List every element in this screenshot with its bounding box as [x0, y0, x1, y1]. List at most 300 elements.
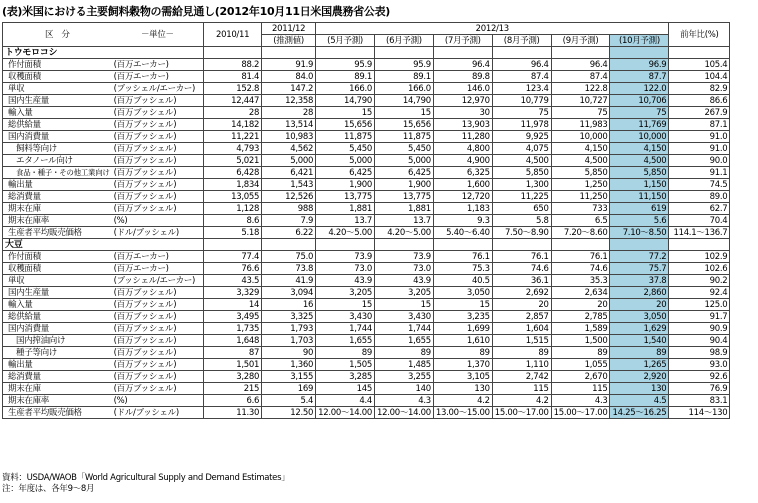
section-blank-cell [204, 47, 262, 59]
value-cell: 4,562 [262, 143, 316, 155]
value-cell: 146.0 [433, 83, 492, 95]
value-cell: 1,793 [262, 323, 316, 335]
value-cell: 11,250 [551, 191, 610, 203]
row-label: 輸入量 [3, 107, 112, 119]
value-cell: 1,610 [433, 335, 492, 347]
value-cell: 10,727 [551, 95, 610, 107]
row-unit: (百万ブッシェル) [112, 359, 204, 371]
row-unit: (百万ブッシェル) [112, 347, 204, 359]
table-row [3, 347, 730, 359]
value-cell: 15 [433, 299, 492, 311]
value-cell: 3,285 [316, 371, 375, 383]
value-cell: 4.3 [374, 395, 433, 407]
row-label: 単収 [3, 275, 112, 287]
value-cell: 62.7 [669, 203, 730, 215]
value-cell: 115 [551, 383, 610, 395]
value-cell: 12,526 [262, 191, 316, 203]
value-cell: 5,021 [204, 155, 262, 167]
value-cell: 12.50 [262, 407, 316, 419]
value-cell: 166.0 [316, 83, 375, 95]
value-cell: 4,900 [433, 155, 492, 167]
value-cell: 1,600 [433, 179, 492, 191]
value-cell: 115 [492, 383, 551, 395]
row-label: 作付面積 [3, 59, 112, 71]
value-cell: 1,655 [374, 335, 433, 347]
value-cell: 6.22 [262, 227, 316, 239]
table-row [3, 323, 730, 335]
value-cell: 41.9 [262, 275, 316, 287]
value-cell: 87.1 [669, 119, 730, 131]
row-label: 総供給量 [3, 311, 112, 323]
value-cell: 105.4 [669, 59, 730, 71]
row-label: 期末在庫 [3, 383, 112, 395]
value-cell: 73.9 [316, 251, 375, 263]
row-unit: (百万ブッシェル) [112, 107, 204, 119]
table-row [3, 167, 730, 179]
value-cell: 30 [433, 107, 492, 119]
value-cell: 1,881 [374, 203, 433, 215]
value-cell: 11,221 [204, 131, 262, 143]
value-cell: 96.4 [433, 59, 492, 71]
section-blank-cell [492, 47, 551, 59]
value-cell: 5,000 [316, 155, 375, 167]
value-cell: 145 [316, 383, 375, 395]
value-cell: 12.00～14.00 [374, 407, 433, 419]
value-cell: 12,720 [433, 191, 492, 203]
value-cell: 3,155 [262, 371, 316, 383]
table-row [3, 371, 730, 383]
value-cell: 6,325 [433, 167, 492, 179]
table-row [3, 383, 730, 395]
value-cell-highlight: 2,860 [610, 287, 669, 299]
value-cell: 104.4 [669, 71, 730, 83]
row-unit: (百万ブッシェル) [112, 299, 204, 311]
value-cell: 140 [374, 383, 433, 395]
value-cell: 1,500 [551, 335, 610, 347]
row-label: 輸出量 [3, 359, 112, 371]
value-cell: 6,425 [374, 167, 433, 179]
value-cell: 1,128 [204, 203, 262, 215]
value-cell: 1,834 [204, 179, 262, 191]
value-cell: 96.4 [551, 59, 610, 71]
value-cell-highlight: 4.5 [610, 395, 669, 407]
table-row [3, 263, 730, 275]
value-cell: 14,790 [374, 95, 433, 107]
value-cell: 89.1 [374, 71, 433, 83]
value-cell: 73.8 [262, 263, 316, 275]
value-cell: 6,425 [316, 167, 375, 179]
value-cell: 11,875 [316, 131, 375, 143]
header-2011: 2011/12 [262, 23, 316, 35]
value-cell: 5,000 [262, 155, 316, 167]
value-cell: 11,983 [551, 119, 610, 131]
value-cell: 13,775 [374, 191, 433, 203]
value-cell-highlight: 5,850 [610, 167, 669, 179]
value-cell: 20 [492, 299, 551, 311]
section-blank-cell [262, 47, 316, 59]
value-cell: 76.9 [669, 383, 730, 395]
table-row [3, 335, 730, 347]
value-cell-highlight: 7.10～8.50 [610, 227, 669, 239]
value-cell: 81.4 [204, 71, 262, 83]
value-cell: 96.4 [492, 59, 551, 71]
row-unit: (百万ブッシェル) [112, 287, 204, 299]
value-cell: 1,744 [374, 323, 433, 335]
value-cell: 16 [262, 299, 316, 311]
table-row [3, 359, 730, 371]
value-cell-highlight: 10,706 [610, 95, 669, 107]
section-blank-cell [610, 239, 669, 251]
value-cell: 5.8 [492, 215, 551, 227]
section-name: トウモロコシ [3, 47, 112, 59]
value-cell: 1,505 [316, 359, 375, 371]
table-row [3, 275, 730, 287]
value-cell: 2,670 [551, 371, 610, 383]
section-blank-cell [262, 239, 316, 251]
value-cell: 2,857 [492, 311, 551, 323]
section-blank-cell [610, 47, 669, 59]
value-cell: 3,255 [374, 371, 433, 383]
value-cell: 89 [551, 347, 610, 359]
section-blank-cell [669, 47, 730, 59]
value-cell: 5,450 [374, 143, 433, 155]
value-cell: 3,050 [433, 287, 492, 299]
value-cell: 15 [374, 299, 433, 311]
value-cell: 1,485 [374, 359, 433, 371]
value-cell: 14,182 [204, 119, 262, 131]
value-cell-highlight: 20 [610, 299, 669, 311]
value-cell: 114.1～136.7 [669, 227, 730, 239]
value-cell: 91.7 [669, 311, 730, 323]
value-cell: 91.1 [669, 167, 730, 179]
value-cell: 89 [374, 347, 433, 359]
row-unit: (ブッシェル/エーカー) [112, 275, 204, 287]
row-unit: (百万ブッシェル) [112, 311, 204, 323]
value-cell: 1,360 [262, 359, 316, 371]
value-cell-highlight: 77.2 [610, 251, 669, 263]
value-cell: 3,235 [433, 311, 492, 323]
value-cell: 4,800 [433, 143, 492, 155]
row-unit: (%) [112, 395, 204, 407]
value-cell: 8.6 [204, 215, 262, 227]
row-label: 単収 [3, 83, 112, 95]
row-unit: (百万ブッシェル) [112, 167, 204, 179]
row-unit: (百万ブッシェル) [112, 203, 204, 215]
value-cell: 89.8 [433, 71, 492, 83]
value-cell-highlight: 3,050 [610, 311, 669, 323]
header-unit: －単位－ [112, 23, 204, 47]
value-cell: 87.4 [551, 71, 610, 83]
value-cell: 102.9 [669, 251, 730, 263]
value-cell: 89 [492, 347, 551, 359]
value-cell: 3,280 [204, 371, 262, 383]
header-month: (5月予測) [316, 35, 375, 47]
value-cell: 88.2 [204, 59, 262, 71]
value-cell: 1,735 [204, 323, 262, 335]
row-unit: (百万ブッシェル) [112, 143, 204, 155]
value-cell: 3,325 [262, 311, 316, 323]
value-cell: 1,655 [316, 335, 375, 347]
value-cell: 92.6 [669, 371, 730, 383]
section-name: 大豆 [3, 239, 112, 251]
table-row [3, 203, 730, 215]
header-month: (7月予測) [433, 35, 492, 47]
value-cell: 9.3 [433, 215, 492, 227]
value-cell-highlight: 11,769 [610, 119, 669, 131]
row-unit: (百万ブッシェル) [112, 383, 204, 395]
value-cell: 5,450 [316, 143, 375, 155]
value-cell: 2,634 [551, 287, 610, 299]
value-cell-highlight: 11,150 [610, 191, 669, 203]
value-cell-highlight: 1,150 [610, 179, 669, 191]
value-cell: 4,075 [492, 143, 551, 155]
value-cell: 14,790 [316, 95, 375, 107]
value-cell: 4,793 [204, 143, 262, 155]
value-cell: 123.4 [492, 83, 551, 95]
row-label: 総供給量 [3, 119, 112, 131]
value-cell: 1,501 [204, 359, 262, 371]
table-row [3, 287, 730, 299]
row-label: 収穫面積 [3, 263, 112, 275]
table-row [3, 119, 730, 131]
value-cell: 3,205 [374, 287, 433, 299]
row-unit: (百万ブッシェル) [112, 119, 204, 131]
value-cell: 122.8 [551, 83, 610, 95]
value-cell: 1,881 [316, 203, 375, 215]
value-cell-highlight: 122.0 [610, 83, 669, 95]
value-cell: 43.9 [316, 275, 375, 287]
value-cell: 90 [262, 347, 316, 359]
value-cell: 6,421 [262, 167, 316, 179]
section-blank-cell [374, 47, 433, 59]
row-unit: (%) [112, 215, 204, 227]
value-cell: 13,514 [262, 119, 316, 131]
section-blank-cell [316, 47, 375, 59]
fiscal-year-note: 注：年度は、各年9～8月 [2, 484, 95, 494]
value-cell: 4.2 [433, 395, 492, 407]
value-cell: 13,055 [204, 191, 262, 203]
table-row [3, 407, 730, 419]
value-cell: 15 [316, 107, 375, 119]
section-blank-cell [112, 47, 204, 59]
value-cell: 4.20～5.00 [374, 227, 433, 239]
value-cell: 83.1 [669, 395, 730, 407]
value-cell: 43.9 [374, 275, 433, 287]
value-cell: 3,495 [204, 311, 262, 323]
header-2012: 2012/13 [316, 23, 669, 35]
value-cell: 76.1 [433, 251, 492, 263]
row-label: 輸出量 [3, 179, 112, 191]
value-cell: 15.00～17.00 [492, 407, 551, 419]
row-label: 国内生産量 [3, 95, 112, 107]
value-cell: 1,543 [262, 179, 316, 191]
value-cell: 11,875 [374, 131, 433, 143]
value-cell: 5.40～6.40 [433, 227, 492, 239]
value-cell: 20 [551, 299, 610, 311]
value-cell-highlight: 87.7 [610, 71, 669, 83]
section-blank-cell [551, 239, 610, 251]
value-cell: 15,656 [316, 119, 375, 131]
value-cell: 84.0 [262, 71, 316, 83]
row-label: 国内消費量 [3, 323, 112, 335]
value-cell: 6.6 [204, 395, 262, 407]
value-cell: 36.1 [492, 275, 551, 287]
value-cell: 169 [262, 383, 316, 395]
value-cell: 1,055 [551, 359, 610, 371]
table-row [3, 83, 730, 95]
header-2010: 2010/11 [204, 23, 262, 47]
value-cell: 2,692 [492, 287, 551, 299]
row-unit: (百万ブッシェル) [112, 323, 204, 335]
table-row [3, 95, 730, 107]
value-cell: 87 [204, 347, 262, 359]
value-cell: 166.0 [374, 83, 433, 95]
section-header-row [3, 47, 730, 59]
value-cell-highlight: 14.25～16.25 [610, 407, 669, 419]
value-cell: 4,500 [492, 155, 551, 167]
row-unit: (百万エーカー) [112, 263, 204, 275]
value-cell: 89.0 [669, 191, 730, 203]
row-unit: (ブッシェル/エーカー) [112, 83, 204, 95]
value-cell-highlight: 5.6 [610, 215, 669, 227]
value-cell: 1,744 [316, 323, 375, 335]
value-cell: 7.50～8.90 [492, 227, 551, 239]
value-cell-highlight: 130 [610, 383, 669, 395]
value-cell: 90.0 [669, 155, 730, 167]
value-cell: 7.20～8.60 [551, 227, 610, 239]
value-cell: 13,775 [316, 191, 375, 203]
table-row [3, 71, 730, 83]
row-label: 生産者平均販売価格 [3, 407, 112, 419]
value-cell: 5.18 [204, 227, 262, 239]
value-cell: 114～130 [669, 407, 730, 419]
value-cell: 73.0 [374, 263, 433, 275]
value-cell-highlight: 96.9 [610, 59, 669, 71]
value-cell: 5.4 [262, 395, 316, 407]
table-row [3, 227, 730, 239]
row-unit: (百万エーカー) [112, 59, 204, 71]
value-cell: 74.6 [492, 263, 551, 275]
value-cell: 74.5 [669, 179, 730, 191]
value-cell: 15 [374, 107, 433, 119]
value-cell: 40.5 [433, 275, 492, 287]
value-cell: 98.9 [669, 347, 730, 359]
value-cell: 89 [433, 347, 492, 359]
supply-demand-table [2, 22, 730, 419]
section-blank-cell [433, 239, 492, 251]
value-cell: 77.4 [204, 251, 262, 263]
table-row [3, 215, 730, 227]
value-cell: 12,970 [433, 95, 492, 107]
value-cell: 93.0 [669, 359, 730, 371]
value-cell: 10,000 [551, 131, 610, 143]
value-cell: 28 [204, 107, 262, 119]
value-cell: 75.0 [262, 251, 316, 263]
table-row [3, 299, 730, 311]
row-label: エタノール向け [3, 155, 112, 167]
row-unit: (百万エーカー) [112, 71, 204, 83]
value-cell: 1,699 [433, 323, 492, 335]
header-month: (9月予測) [551, 35, 610, 47]
value-cell: 11,225 [492, 191, 551, 203]
value-cell: 35.3 [551, 275, 610, 287]
header-month-highlight: (10月予測) [610, 35, 669, 47]
value-cell-highlight: 1,629 [610, 323, 669, 335]
value-cell: 10,779 [492, 95, 551, 107]
row-unit: (百万ブッシェル) [112, 371, 204, 383]
value-cell: 5,850 [551, 167, 610, 179]
value-cell: 90.2 [669, 275, 730, 287]
value-cell-highlight: 4,500 [610, 155, 669, 167]
value-cell: 1,900 [374, 179, 433, 191]
value-cell: 15,656 [374, 119, 433, 131]
section-blank-cell [316, 239, 375, 251]
row-label: 国内生産量 [3, 287, 112, 299]
value-cell: 91.0 [669, 143, 730, 155]
value-cell: 75.3 [433, 263, 492, 275]
value-cell-highlight: 89 [610, 347, 669, 359]
value-cell: 6.5 [551, 215, 610, 227]
section-blank-cell [112, 239, 204, 251]
value-cell: 14 [204, 299, 262, 311]
value-cell: 75 [492, 107, 551, 119]
value-cell: 1,604 [492, 323, 551, 335]
value-cell: 3,205 [316, 287, 375, 299]
value-cell: 4.3 [551, 395, 610, 407]
row-label: 輸入量 [3, 299, 112, 311]
value-cell: 76.1 [551, 251, 610, 263]
value-cell: 89.1 [316, 71, 375, 83]
value-cell: 90.4 [669, 335, 730, 347]
value-cell: 4.4 [316, 395, 375, 407]
table-title: (表)米国における主要飼料穀物の需給見通し(2012年10月11日米国農務省公表) [2, 5, 391, 18]
section-blank-cell [374, 239, 433, 251]
value-cell: 86.6 [669, 95, 730, 107]
value-cell: 89 [316, 347, 375, 359]
value-cell-highlight: 4,150 [610, 143, 669, 155]
value-cell: 650 [492, 203, 551, 215]
value-cell: 1,703 [262, 335, 316, 347]
table-row [3, 155, 730, 167]
header-yoy: 前年比(%) [669, 23, 730, 47]
notes [2, 473, 289, 495]
value-cell: 102.6 [669, 263, 730, 275]
table-row [3, 311, 730, 323]
value-cell: 1,900 [316, 179, 375, 191]
table-row [3, 191, 730, 203]
value-cell: 92.4 [669, 287, 730, 299]
value-cell: 1,183 [433, 203, 492, 215]
row-unit: (ドル/ブッシェル) [112, 407, 204, 419]
value-cell: 90.9 [669, 323, 730, 335]
value-cell: 3,430 [374, 311, 433, 323]
value-cell: 5,850 [492, 167, 551, 179]
table-row [3, 131, 730, 143]
row-unit: (百万ブッシェル) [112, 131, 204, 143]
section-blank-cell [669, 239, 730, 251]
value-cell: 13.00～15.00 [433, 407, 492, 419]
header-2011-sub: (推測値) [262, 35, 316, 47]
value-cell: 95.9 [316, 59, 375, 71]
value-cell-highlight: 1,265 [610, 359, 669, 371]
header-kubun: 区 分 [3, 23, 112, 47]
value-cell: 1,515 [492, 335, 551, 347]
row-label: 収穫面積 [3, 71, 112, 83]
value-cell: 73.0 [316, 263, 375, 275]
header-month: (8月予測) [492, 35, 551, 47]
value-cell: 13,903 [433, 119, 492, 131]
row-label: 国内消費量 [3, 131, 112, 143]
